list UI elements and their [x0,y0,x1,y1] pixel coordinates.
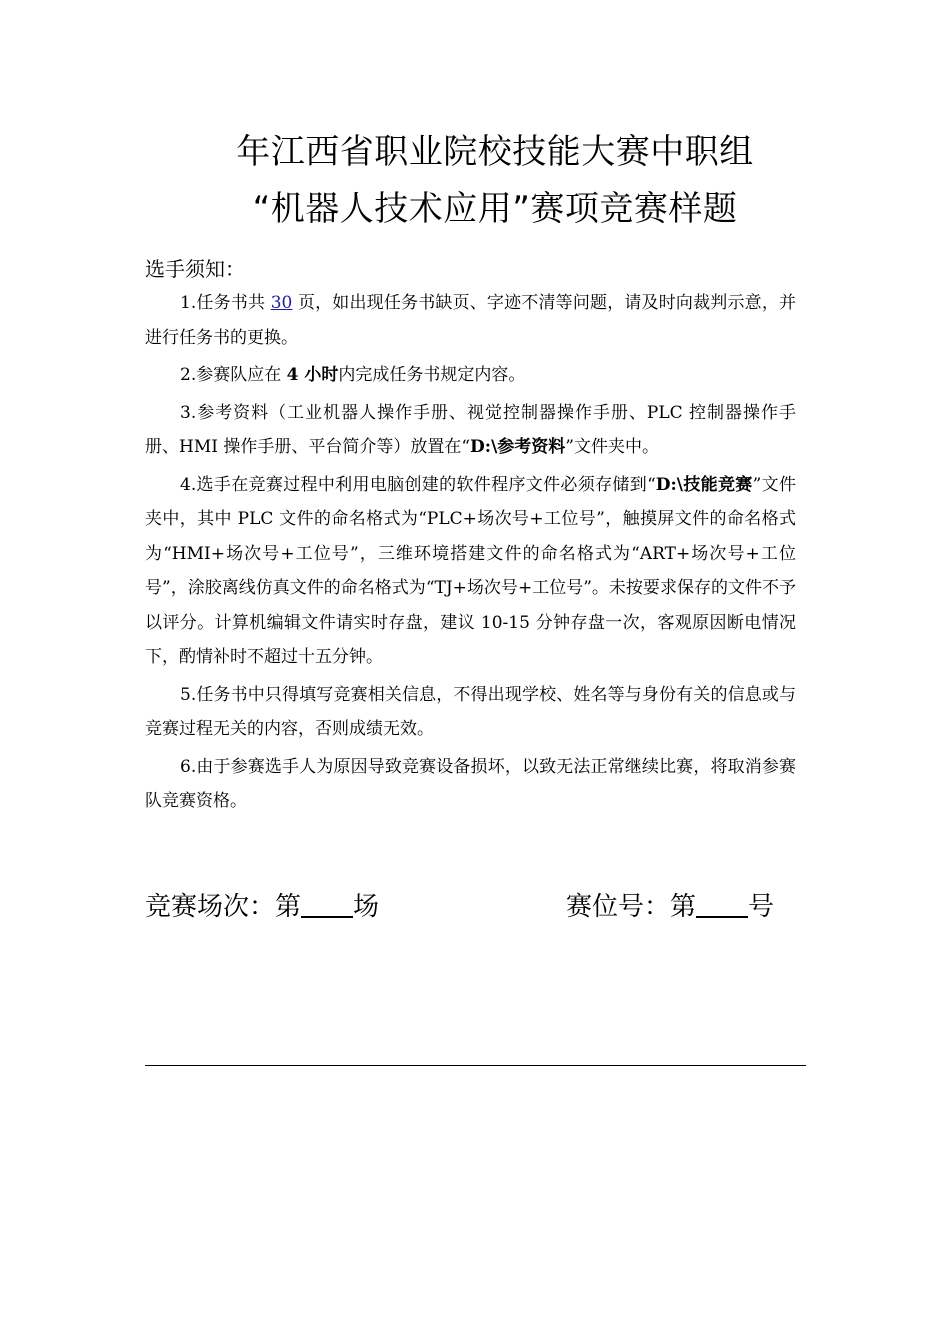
notice-item-4-post: ”文件夹中，其中 PLC 文件的命名格式为“PLC+场次号+工位号”，触摸屏文件的命名格式为“HMI+场次号+工位号”，三维环境搭建文件的命名格式为“ART+场次号+工位号”，涂胶离线仿真文件的命名格式为“TJ+场次号+工位号”。未按要求保存的文件不予以评分。计算机编辑文件请实时存盘，建议 10-15 分钟存盘一次，客观原因断电情况下，酌情补时不超过十五分钟。 [145,474,796,667]
session-label: 竞赛场次：第 [145,892,302,922]
notice-item-1 [145,286,796,355]
page-count-link[interactable]: 30 [270,293,293,313]
session-suffix: 场 [353,892,380,922]
time-limit: 4 小时 [286,365,339,385]
seat-suffix: 号 [748,892,775,922]
notice-item-1-post: 页，如出现任务书缺页、字迹不清等问题，请及时向裁判示意，并进行任务书的更换。 [145,293,797,348]
seat-label: 赛位号：第 [566,892,697,922]
notice-item-2 [145,358,796,393]
session-field [145,886,379,923]
notice-heading: 选手须知： [145,257,245,281]
seat-blank[interactable] [696,894,748,918]
notice-item-4 [145,468,796,675]
notice-item-2-post: 内完成任务书规定内容。 [338,365,526,385]
document-title-line1: 年江西省职业院校技能大赛中职组 [236,132,754,172]
notice-item-5: 5.任务书中只得填写竞赛相关信息，不得出现学校、姓名等与身份有关的信息或与竞赛过程无关的内容，否则成绩无效。 [145,684,796,739]
notice-item-3-pre: 3.参考资料（工业机器人操作手册、视觉控制器操作手册、PLC 控制器操作手册、HMI 操作手册、平台简介等）放置在“ [145,402,796,457]
notice-item-6: 6.由于参赛选手人为原因导致竞赛设备损坏，以致无法正常继续比赛，将取消参赛队竞赛资格。 [145,756,796,811]
document-title-line2: “机器人技术应用”赛项竞赛样题 [252,189,738,229]
notice-list [145,286,796,822]
notice-item-3 [145,396,796,465]
session-blank[interactable] [301,894,353,918]
bottom-divider-line [145,1065,806,1066]
notice-item-2-pre: 2.参赛队应在 [180,365,287,385]
competition-folder-path: D:\技能竞赛 [655,474,753,495]
reference-folder-path: D:\参考资料 [470,437,566,457]
notice-item-3-post: ”文件夹中。 [565,437,659,457]
seat-field [566,886,774,923]
notice-item-1-pre: 1.任务书共 [180,293,271,313]
notice-item-4-pre: 4.选手在竞赛过程中利用电脑创建的软件程序文件必须存储到“ [180,474,656,495]
